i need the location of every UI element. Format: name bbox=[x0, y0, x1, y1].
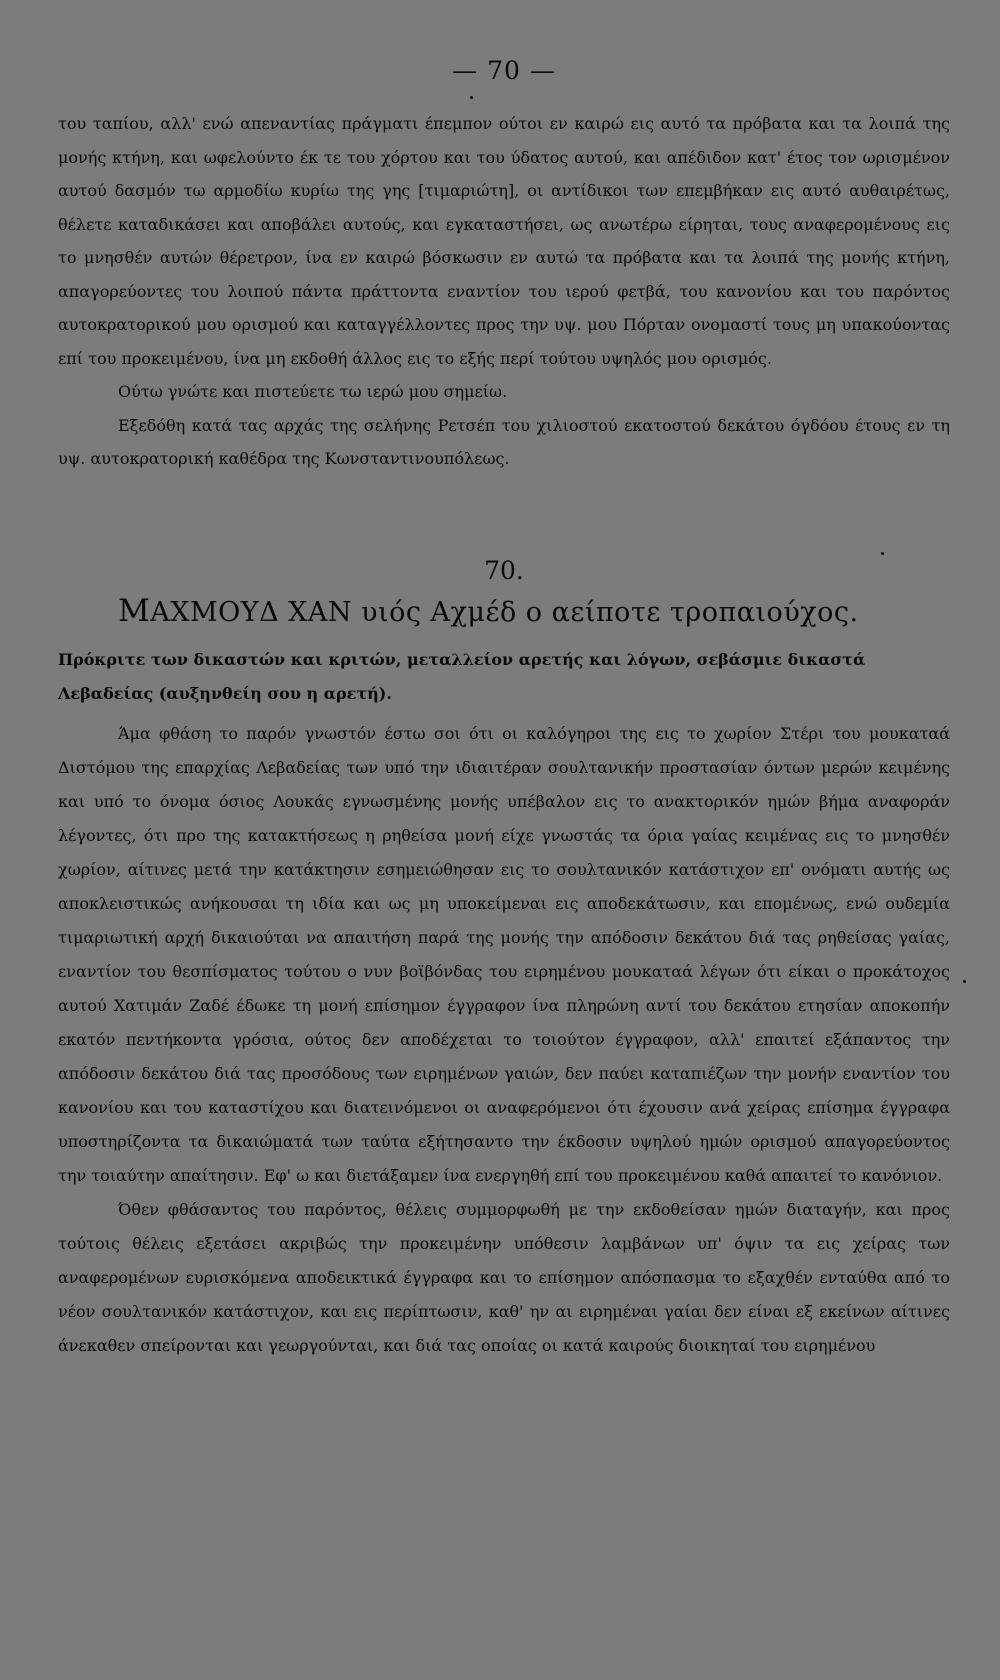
document-number: 70. bbox=[484, 555, 524, 585]
document-title-rest: ΑΧΜΟΥΔ ΧΑΝ υιός Αχμέδ ο αείποτε τροπαιούχος. bbox=[150, 596, 859, 628]
document-title bbox=[118, 593, 950, 629]
ink-speck bbox=[963, 980, 966, 983]
ink-speck bbox=[881, 552, 884, 555]
document-paragraph-2: Όθεν φθάσαντος του παρόντος, θέλεις συμμορφωθή με την εκδοθείσαν ημών διαταγήν, και προς τούτοις θέλεις εξετάσει ακριβώς την προκειμένην υπόθεσιν λαμβάνων υπ' όψιν τα εις χείρας των αναφερομένων ευρισκόμενα αποδεικτικά έγγραφα και το επίσημον απόσπασμα το εξαχθέν ενταύθα από το νέον σουλτανικόν κατάστιχον, και εις περίπτωσιν, καθ' ην αι ειρημέναι γαίαι δεν είναι εξ εκείνων αίτινες άνεκαθεν σπείρονται και γεωργούνται, και διά τας οποίας οι κατά καιρούς διοικηταί του ειρημένου bbox=[58, 1199, 950, 1355]
document-paragraph-1: Άμα φθάση το παρόν γνωστόν έστω σοι ότι οι καλόγηροι της εις το χωρίον Στέρι του μουκαταά Διστόμου της επαρχίας Λεβαδείας των υπό την ιδιαιτέραν σουλτανικήν προστασίαν όντων μερών κειμένης και υπό το όνομα όσιος Λουκάς εγνωσμένης μονής υπέβαλον εις το ανακτορικόν ημών βήμα αναφοράν λέγοντες, ότι προ της κατακτήσεως η ρηθείσα μονή είχε γνωστάς τα όρια γαίας κειμένας εις το μνησθέν χωρίον, αίτινες μετά την κατάκτησιν εσημειώθησαν εις το σουλτανικόν κατάστιχον επ' ονόματι αυτής ως αποκλειστικώς ανήκουσαι τη ιδία και ως μη υποκείμεναι εις αποδεκάτωσιν, και επομένως, ενώ ουδεμία τιμαριωτική αρχή δικαιούται να απαιτήση παρά της μονής την απόδοσιν δεκάτου διά τας ρηθείσας γαίας, εναντίον του θεσπίσματος τούτου ο νυν βοϊβόνδας του ειρημένου μουκαταά λέγων ότι είκαι ο προκάτοχος αυτού Χατιμάν Ζαδέ έδωκε τη μονή επίσημον έγγραφον ίνα πληρώνη αντί του δεκάτου ετησίαν αποκοπήν εκατόν πεντήκοντα γρόσια, ούτος δεν αποδέχεται το τοιούτον έγγραφον, αλλ' επαιτεί εξάπαντος την απόδοσιν δεκάτου διά τας προσόδους των ειρημένων γαιών, δεν παύει καταπιέζων την μονήν εναντίον του κανονίου και του καταστίχου και διατεινόμενοι οι αναφερόμενοι ότι έχουσιν ανά χείρας επίσημα έγγραφα υποστηρίζοντα τα δικαιώματά των ταύτα εξήτησαντο την έκδοσιν υψηλού ημών ορισμού απαγορεύοντος την τοιαύτην απαίτησιν. Εφ' ω και διετάξαμεν ίνα ενεργηθή επί του προκειμένου καθά απαιτεί το κανόνιον. bbox=[58, 723, 950, 1185]
continuation-paragraph-2: Ούτω γνώτε και πιστεύετε τω ιερώ μου σημείω. bbox=[118, 382, 508, 401]
continuation-paragraph-3: Εξεδόθη κατά τας αρχάς της σελήνης Ρετσέπ του χιλιοστού εκατοστού δεκάτου όγδόου έτους εν τη υψ. αυτοκρατορική καθέδρα της Κωνσταντινουπόλεως. bbox=[58, 415, 950, 468]
ink-speck bbox=[470, 96, 473, 99]
page-number: — 70 — bbox=[452, 56, 556, 85]
document-address: Πρόκριτε των δικαστών και κριτών, μεταλλείον αρετής και λόγων, σεβάσμιε δικαστά Λεβαδείας (αυξηνθείη σου η αρετή). bbox=[58, 649, 866, 703]
continuation-paragraph-1: του ταπίου, αλλ' ενώ απεναντίας πράγματι έπεμπον ούτοι εν καιρώ εις αυτό τα πρόβατα και τα λοιπά της μονής κτήνη, και ωφελούντο έκ τε του χόρτου και του ύδατος αυτού, και απέδιδον κατ' έτος τον ωρισμένον αυτού δασμόν τω αρμοδίω κυρίω της γης [τιμαριώτη], οι αντίδικοι των επεμβήκαν εις αυτό αυθαιρέτως, θέλετε καταδικάσει και αποβάλει αυτούς, και εγκαταστήσει, ως ανωτέρω είρηται, τους αναφερομένους εις το μνησθέν αυτών θέρετρον, ίνα εν καιρώ βόσκωσιν εν αυτώ τα πρόβατα και τα λοιπά της μονής κτήνη, απαγορεύοντες του λοιπού πάντα πράττοντα εναντίον του ιερού φετβά, του κανονίου και του παρόντος αυτοκρατορικού μου ορισμού και καταγγέλλοντες προς την υψ. μου Πόρταν ονομαστί τους μη υπακούοντας επί του προκειμένου, ίνα μη εκδοθή άλλος εις το εξής περί τούτου υψηλός μου ορισμός. bbox=[58, 114, 950, 368]
document-title-initial: Μ bbox=[118, 592, 151, 629]
